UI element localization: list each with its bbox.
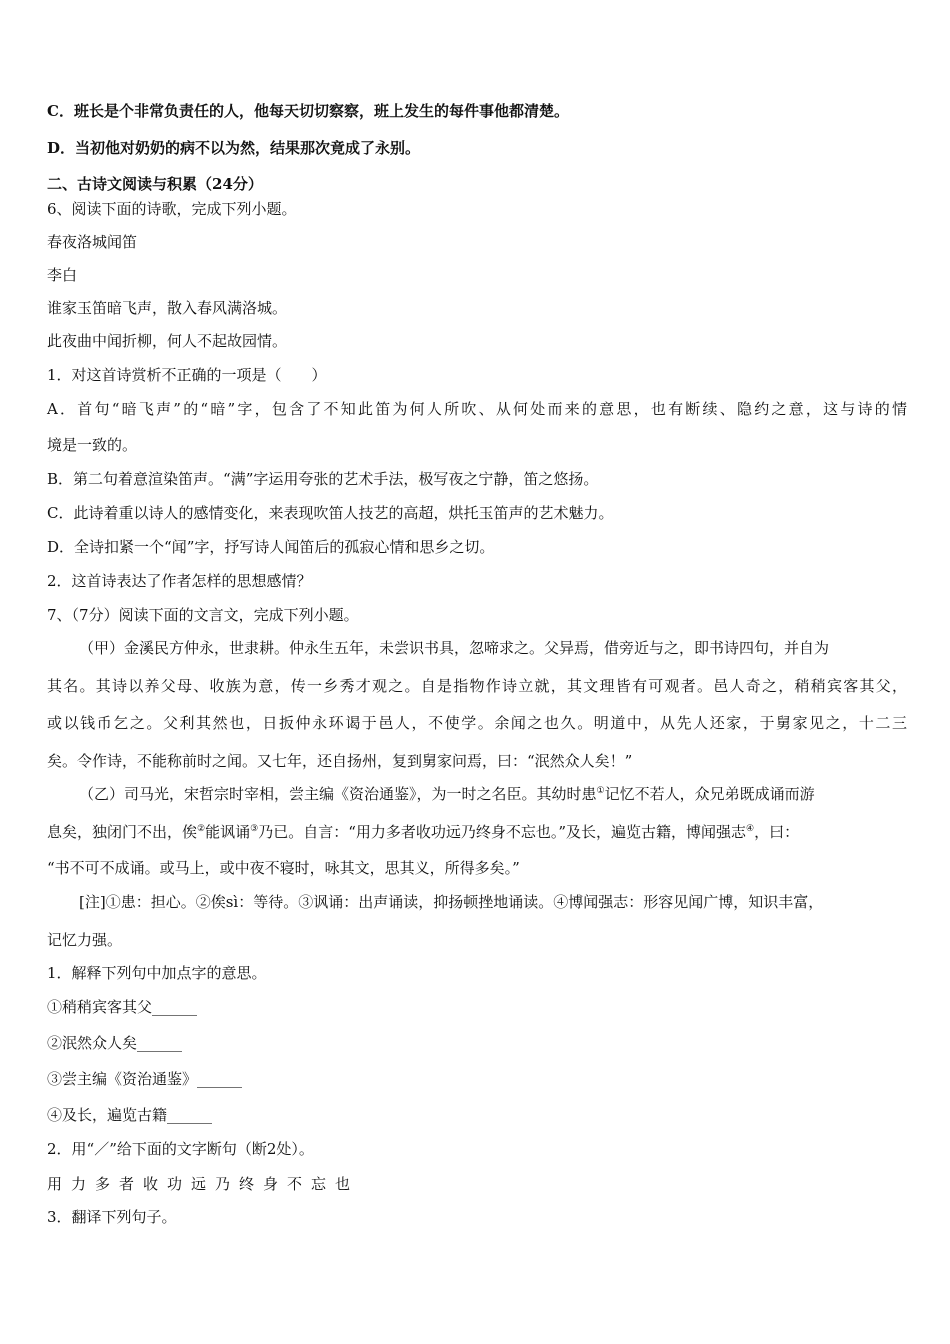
q7-item-3: ③尝主编《资治通鉴》______ [47,1070,243,1088]
q7-item-4: ④及长，遍览古籍______ [47,1106,213,1124]
annotation-line1: [注]①患：担心。②俟sì：等待。③讽诵：出声诵读，抑扬顿挫地诵读。④博闻强志：形容见闻广博，知识丰富， [79,893,824,911]
poem-line-2: 此夜曲中闻折柳，何人不起故园情。 [47,332,288,350]
note-marker-4: ④ [746,824,755,834]
q7-item-1: ①稍稍宾客其父______ [47,998,198,1016]
passage-jia-line4: 矣。令作诗，不能称前时之闻。又七年，还自扬州，复到舅家问焉，曰：“泯然众人矣！” [47,752,633,770]
q6-option-c: C．此诗着重以诗人的感情变化，来表现吹笛人技艺的高超，烘托玉笛声的艺术魅力。 [47,504,614,522]
poem-line-1: 谁家玉笛暗飞声，散入春风满洛城。 [47,299,288,317]
q6-sub2: 2．这首诗表达了作者怎样的思想感情？ [47,572,312,590]
note-marker-2: ② [197,824,206,834]
q7-intro: 7、（7分）阅读下面的文言文，完成下列小题。 [47,606,359,624]
q6-option-a-line1: A．首句“暗飞声”的“暗”字，包含了不知此笛为何人所吹、从何处而来的意思，也有断续、隐约之意，这与诗的情 [47,400,907,418]
annotation-line2: 记忆力强。 [47,931,123,949]
passage-jia-line3: 或以钱币乞之。父利其然也，日扳仲永环谒于邑人，不使学。余闻之也久。明道中，从先人还家，于舅家见之，十二三 [47,714,907,732]
passage-jia-line1: （甲）金溪民方仲永，世隶耕。仲永生五年，未尝识书具，忽啼求之。父异焉，借旁近与之，即书诗四句，并自为 [79,639,830,657]
punctuation-sentence: 用力多者收功远乃终身不忘也 [47,1175,360,1193]
q6-intro: 6、阅读下面的诗歌，完成下列小题。 [47,200,297,218]
passage-yi-line3: “书不可不成诵。或马上，或中夜不寝时，咏其文，思其义，所得多矣。” [47,859,520,877]
note-marker-3: ③ [250,824,259,834]
section-title: 二、古诗文阅读与积累（24分） [47,175,263,193]
q6-option-d: D．全诗扣紧一个“闻”字，抒写诗人闻笛后的孤寂心情和思乡之切。 [47,538,495,556]
q6-sub1: 1．对这首诗赏析不正确的一项是（ ） [47,366,327,384]
note-marker-1: ① [596,786,605,796]
passage-jia-line2: 其名。其诗以养父母、收族为意，传一乡秀才观之。自是指物作诗立就，其文理皆有可观者。邑人奇之，稍稍宾客其父， [47,677,907,695]
q7-sub2: 2．用“／”给下面的文字断句（断2处）。 [47,1140,314,1158]
option-c: C．班长是个非常负责任的人，他每天切切察察，班上发生的每件事他都清楚。 [47,102,569,120]
q7-sub1: 1．解释下列句中加点字的意思。 [47,964,267,982]
poem-author: 李白 [47,266,78,284]
option-d: D．当初他对奶奶的病不以为然，结果那次竟成了永别。 [47,139,421,157]
passage-yi-line2: 息矣，独闭门不出，俟②能讽诵③乃已。自言：“用力多者收功远乃终身不忘也。”及长，遍览古籍，博闻强志④，曰： [47,823,800,841]
q7-sub3: 3．翻译下列句子。 [47,1208,177,1226]
passage-yi-line1: （乙）司马光，宋哲宗时宰相，尝主编《资治通鉴》，为一时之名臣。其幼时患①记忆不若人，众兄弟既成诵而游 [79,785,815,803]
q6-option-a-line2: 境是一致的。 [47,436,138,454]
q7-item-2: ②泯然众人矣______ [47,1034,183,1052]
poem-title: 春夜洛城闻笛 [47,233,138,251]
q6-option-b: B．第二句着意渲染笛声。“满”字运用夸张的艺术手法，极写夜之宁静，笛之悠扬。 [47,470,599,488]
